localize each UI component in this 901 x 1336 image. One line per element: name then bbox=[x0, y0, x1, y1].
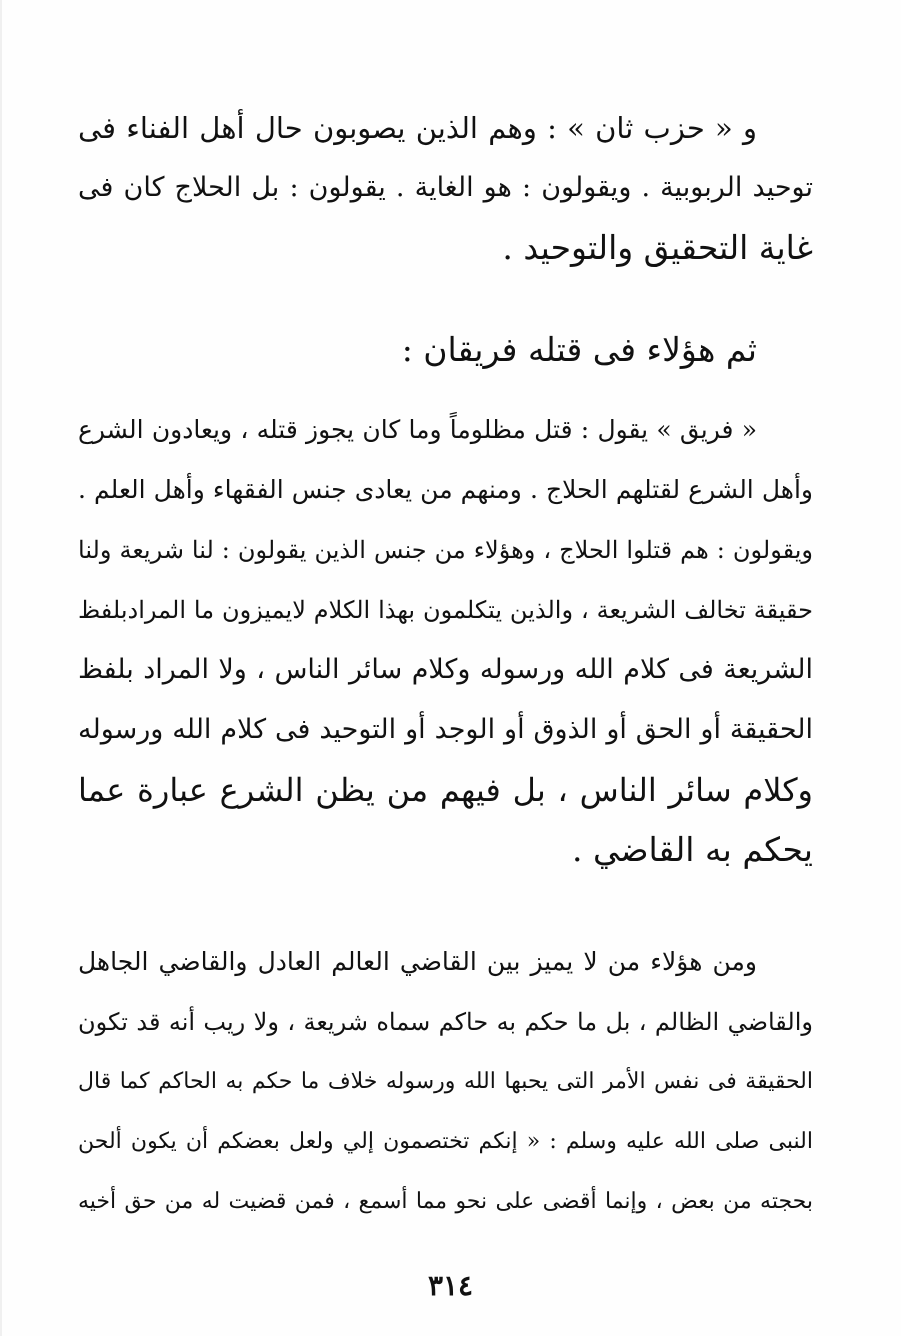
text-line: النبى صلى الله عليه وسلم : « إنكم تختصمون إلي ولعل بعضكم أن يكون ألحن bbox=[78, 1129, 813, 1154]
paragraph-two-groups bbox=[78, 320, 813, 380]
paragraph-first-group bbox=[78, 400, 813, 880]
text-line: الحقيقة فى نفس الأمر التى يحبها الله ورسوله خلاف ما حكم به الحاكم كما قال bbox=[78, 1069, 813, 1094]
text-line: الشريعة فى كلام الله ورسوله وكلام سائر الناس ، ولا المراد بلفظ bbox=[78, 654, 813, 685]
text-line: حقيقة تخالف الشريعة ، والذين يتكلمون بهذا الكلام لايميزون ما المرادبلفظ bbox=[78, 596, 813, 624]
text-line: « فريق » يقول : قتل مظلوماً وما كان يجوز قتله ، ويعادون الشرع bbox=[78, 415, 757, 444]
text-line: يحكم به القاضي . bbox=[571, 830, 813, 869]
text-line: توحيد الربوبية . ويقولون : هو الغاية . يقولون : بل الحلاج كان فى bbox=[78, 172, 813, 203]
text-line: ويقولون : هم قتلوا الحلاج ، وهؤلاء من جنس الذين يقولون : لنا شريعة ولنا bbox=[78, 536, 813, 564]
text-line: وأهل الشرع لقتلهم الحلاج . ومنهم من يعادى جنس الفقهاء وأهل العلم . bbox=[78, 475, 813, 504]
text-line: ومن هؤلاء من لا يميز بين القاضي العالم العادل والقاضي الجاهل bbox=[78, 947, 757, 976]
text-line: والقاضي الظالم ، بل ما حكم به حاكم سماه شريعة ، ولا ريب أنه قد تكون bbox=[78, 1008, 813, 1036]
text-line: و « حزب ثان » : وهم الذين يصوبون حال أهل الفناء فى bbox=[78, 111, 757, 145]
paragraph-judges bbox=[78, 932, 813, 1232]
text-line: بحجته من بعض ، وإنما أقضى على نحو مما أسمع ، فمن قضيت له من حق أخيه bbox=[78, 1189, 813, 1214]
paragraph-second-party bbox=[78, 98, 813, 278]
page-edge bbox=[0, 0, 2, 1336]
page-number: ٣١٤ bbox=[427, 1269, 474, 1302]
text-line: وكلام سائر الناس ، بل فيهم من يظن الشرع عبارة عما bbox=[78, 771, 813, 809]
text-line: غاية التحقيق والتوحيد . bbox=[502, 228, 813, 267]
text-line: ثم هؤلاء فى قتله فريقان : bbox=[401, 330, 757, 369]
text-line: الحقيقة أو الحق أو الذوق أو الوجد أو التوحيد فى كلام الله ورسوله bbox=[78, 714, 813, 745]
